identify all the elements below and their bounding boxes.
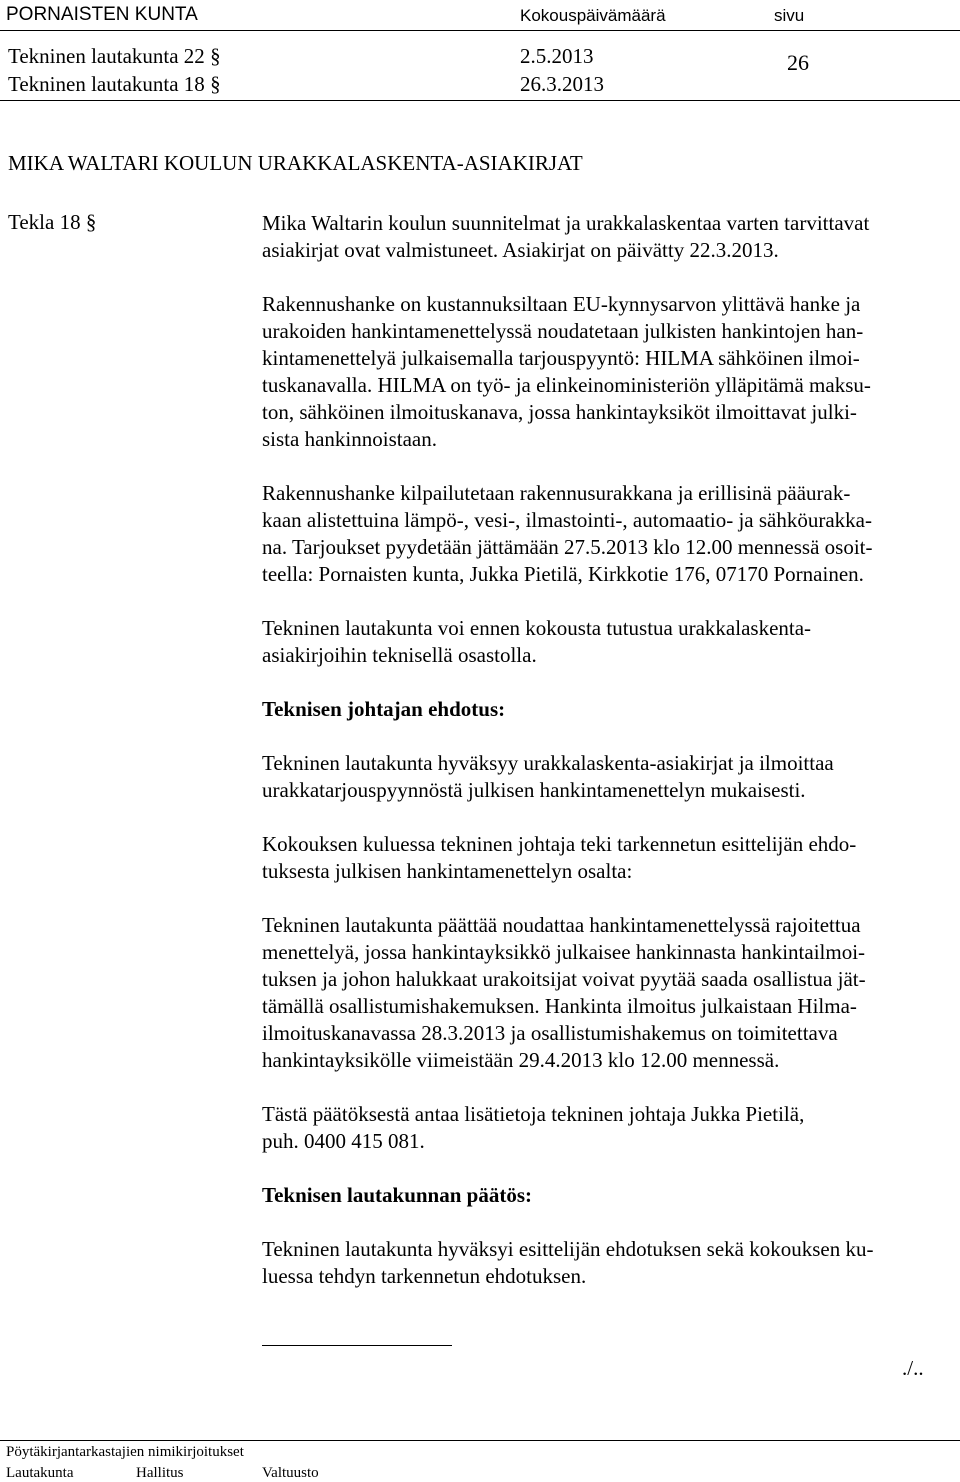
text-line: Tekninen lautakunta hyväksyy urakkalaskenta-asiakirjat ja ilmoittaa: [262, 751, 834, 775]
text-line: ilmoituskanavassa 28.3.2013 ja osallistumishakemus on toimitettava: [262, 1021, 838, 1045]
text-line: menettelyä, jossa hankintayksikkö julkaisee hankinnasta hankintailmoi-: [262, 940, 866, 964]
body-paragraph: [262, 1236, 957, 1290]
document-body: [262, 210, 957, 1290]
meeting-reference-board: Tekninen lautakunta 18 §: [8, 72, 221, 96]
section-sign-icon: §: [85, 210, 97, 234]
body-paragraph: [262, 831, 957, 885]
body-paragraph: [262, 480, 957, 588]
section-heading: [262, 696, 957, 723]
text-line: tämällä osallistumishakemuksen. Hankinta ilmoitus julkaistaan Hilma-: [262, 994, 857, 1018]
text-line: Rakennushanke kilpailutetaan rakennusurakkana ja erillisinä pääurak-: [262, 481, 851, 505]
section-sign-icon: §: [210, 72, 221, 96]
meeting-reference-board: Tekninen lautakunta 22 §: [8, 44, 221, 68]
body-paragraph: [262, 750, 957, 804]
text-line: ton, sähköinen ilmoituskanava, jossa hankintayksiköt ilmoittavat julki-: [262, 400, 857, 424]
date-column-label: Kokouspäivämäärä: [520, 6, 666, 25]
text-line: Kokouksen kuluessa tekninen johtaja teki tarkennetun esittelijän ehdo-: [262, 832, 857, 856]
text-line: Tekninen lautakunta voi ennen kokousta tutustua urakkalaskenta-: [262, 616, 812, 640]
text-line: Tekninen lautakunta päättää noudattaa hankintamenettelyssä rajoitettua: [262, 913, 861, 937]
body-paragraph: [262, 912, 957, 1074]
text-line: asiakirjat ovat valmistuneet. Asiakirjat on päivätty 22.3.2013.: [262, 238, 779, 262]
text-line: teella: Pornaisten kunta, Jukka Pietilä, Kirkkotie 176, 07170 Pornainen.: [262, 562, 864, 586]
body-paragraph: [262, 210, 957, 264]
text-line: Tekninen lautakunta hyväksyi esittelijän ehdotuksen sekä kokouksen ku-: [262, 1237, 874, 1261]
text-line: Rakennushanke on kustannuksiltaan EU-kynnysarvon ylittävä hanke ja: [262, 292, 861, 316]
header-divider: [0, 30, 960, 31]
text-line: puh. 0400 415 081.: [262, 1129, 425, 1153]
meeting-reference-date: 26.3.2013: [520, 72, 604, 96]
section-heading: [262, 1182, 957, 1209]
text-line: urakkatarjouspyynnöstä julkisen hankintamenettelyn mukaisesti.: [262, 778, 806, 802]
text-line: na. Tarjoukset pyydetään jättämään 27.5.2013 klo 12.00 mennessä osoit-: [262, 535, 873, 559]
text-line: hankintayksikölle viimeistään 29.4.2013 klo 12.00 mennessä.: [262, 1048, 780, 1072]
text-line: tuksen ja johon halukkaat urakoitsijat voivat pyytää saada osallistua jät-: [262, 967, 866, 991]
text-line: Mika Waltarin koulun suunnitelmat ja urakkalaskentaa varten tarvittavat: [262, 211, 870, 235]
page-number: 26: [787, 50, 809, 75]
text-line: luessa tehdyn tarkennetun ehdotuksen.: [262, 1264, 587, 1288]
section-sign-icon: §: [210, 44, 221, 68]
footer-item-hallitus: Hallitus: [136, 1465, 184, 1481]
page-column-label: sivu: [774, 6, 805, 25]
text-line: Teknisen lautakunnan päätös:: [262, 1183, 533, 1207]
text-line: sista hankinnoistaan.: [262, 427, 437, 451]
header-bottom-divider: [0, 100, 960, 101]
text-line: tuskanavalla. HILMA on työ- ja elinkeinoministeriön ylläpitämä maksu-: [262, 373, 871, 397]
item-reference: Tekla 18 §: [8, 210, 97, 234]
text-line: kaan alistettuina lämpö-, vesi-, ilmastointi-, automaatio- ja sähköurakka-: [262, 508, 872, 532]
text-line: asiakirjoihin teknisellä osastolla.: [262, 643, 537, 667]
text-line: Tästä päätöksestä antaa lisätietoja tekninen johtaja Jukka Pietilä,: [262, 1102, 805, 1126]
footer-divider: [0, 1440, 960, 1441]
body-paragraph: [262, 291, 957, 453]
body-paragraph: [262, 615, 957, 669]
footer-item-lautakunta: Lautakunta: [6, 1465, 74, 1481]
footer-signatures-label: Pöytäkirjantarkastajien nimikirjoitukset: [6, 1444, 244, 1460]
text-line: kintamenettelyä julkaisemalla tarjouspyyntö: HILMA sähköinen ilmoi-: [262, 346, 860, 370]
meeting-reference-date: 2.5.2013: [520, 44, 594, 68]
organization-name: PORNAISTEN KUNTA: [6, 4, 198, 25]
text-line: Teknisen johtajan ehdotus:: [262, 697, 506, 721]
body-paragraph: [262, 1101, 957, 1155]
text-line: urakoiden hankintamenettelyssä noudatetaan julkisten hankintojen han-: [262, 319, 864, 343]
footer-item-valtuusto: Valtuusto: [262, 1465, 319, 1481]
continued-mark: ./..: [902, 1356, 924, 1380]
signature-line: [262, 1345, 452, 1346]
text-line: tuksesta julkisen hankintamenettelyn osalta:: [262, 859, 633, 883]
item-heading: MIKA WALTARI KOULUN URAKKALASKENTA-ASIAKIRJAT: [8, 151, 583, 175]
